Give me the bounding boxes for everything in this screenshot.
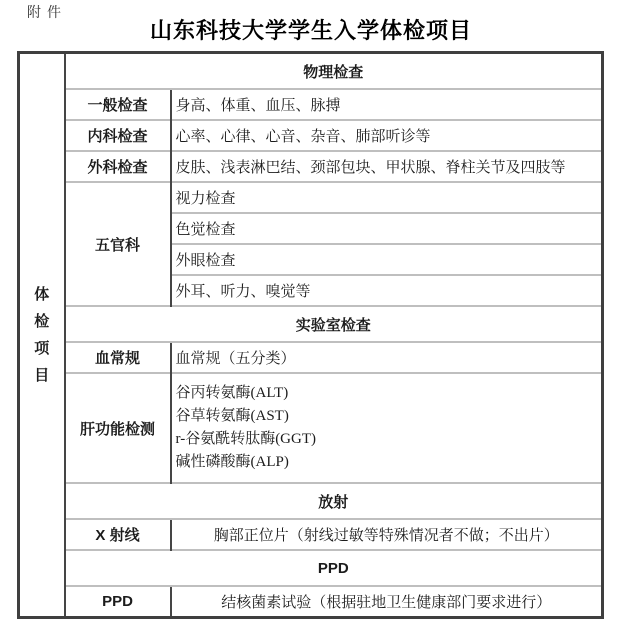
table-row [19,342,603,373]
detail-blood: 血常规（五分类） [171,342,603,373]
row-group-label: 体检项目 [34,286,50,384]
table-row [19,89,603,120]
table-row [19,306,603,342]
detail-surgery: 皮肤、浅表淋巴结、颈部包块、甲状腺、脊柱关节及四肢等 [171,151,603,182]
table-row [19,586,603,618]
table-row [19,182,603,213]
detail-ppd: 结核菌素试验（根据驻地卫生健康部门要求进行） [171,586,603,618]
table-row [19,53,603,90]
detail-liver-ast: 谷草转氨酶(AST) [175,408,289,424]
corner-note-clipped [27,4,97,20]
table-row [19,483,603,519]
detail-ent-color: 色觉检查 [171,213,603,244]
detail-ent-ear: 外耳、听力、嗅觉等 [171,275,603,306]
detail-liver-alp: 碱性磷酸酶(ALP) [175,454,289,470]
page-title: 山东科技大学学生入学体检项目 [149,18,472,43]
detail-ent-vision: 视力检查 [171,182,603,213]
category-internal: 内科检查 [65,120,171,151]
category-general: 一般检查 [65,89,171,120]
document-page [0,4,622,611]
detail-ent-eye: 外眼检查 [171,244,603,275]
corner-note-text: 附件 [27,4,67,20]
detail-xray: 胸部正位片（射线过敏等特殊情况者不做；不出片） [171,519,603,550]
exam-items-table [17,51,604,619]
table-row [19,120,603,151]
category-ent: 五官科 [65,182,171,306]
detail-liver [171,373,603,483]
section-header-physical: 物理检查 [65,53,603,90]
table-row [19,151,603,182]
section-header-radiation: 放射 [65,483,603,519]
detail-liver-ggt: r-谷氨酰转肽酶(GGT) [175,431,317,447]
detail-liver-alt: 谷丙转氨酶(ALT) [175,385,289,401]
table-row [19,550,603,586]
category-blood: 血常规 [65,342,171,373]
section-header-ppd: PPD [65,550,603,586]
detail-general: 身高、体重、血压、脉搏 [171,89,603,120]
section-header-lab: 实验室检查 [65,306,603,342]
table-row [19,519,603,550]
table-row [19,373,603,483]
category-xray: X 射线 [65,519,171,550]
detail-internal: 心率、心律、心音、杂音、肺部听诊等 [171,120,603,151]
category-ppd: PPD [65,586,171,618]
row-group-label-cell [19,53,65,618]
category-surgery: 外科检查 [65,151,171,182]
category-liver: 肝功能检测 [65,373,171,483]
